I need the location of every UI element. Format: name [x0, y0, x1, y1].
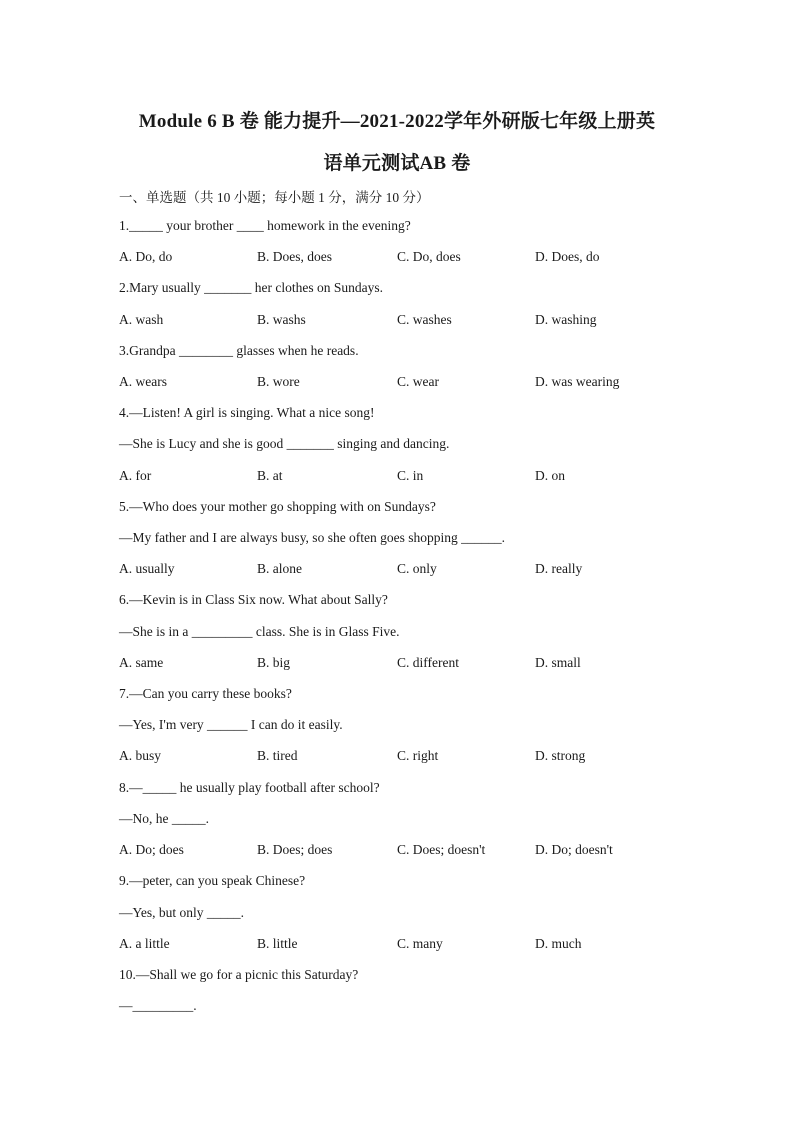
question-1-option-d: D. Does, do	[535, 249, 600, 264]
question-5-options	[119, 561, 719, 579]
question-5-option-c: C. only	[397, 561, 437, 576]
question-9-options	[119, 936, 719, 954]
question-7-response: —Yes, I'm very ______ I can do it easily.	[119, 717, 343, 732]
question-10-response: —_________.	[119, 998, 197, 1013]
question-4-option-c: C. in	[397, 468, 424, 483]
question-3-option-b: B. wore	[257, 374, 300, 389]
question-8-option-b: B. Does; does	[257, 842, 333, 857]
question-2-option-c: C. washes	[397, 312, 452, 327]
question-4-response: —She is Lucy and she is good _______ singing and dancing.	[119, 436, 450, 451]
question-9-stem: 9.—peter, can you speak Chinese?	[119, 873, 306, 888]
question-9-option-d: D. much	[535, 936, 582, 951]
question-9-option-a: A. a little	[119, 936, 170, 951]
question-6-option-d: D. small	[535, 655, 581, 670]
question-2-options	[119, 312, 719, 330]
question-7-option-b: B. tired	[257, 748, 298, 763]
question-5-response: —My father and I are always busy, so she often goes shopping ______.	[119, 530, 506, 545]
question-5-option-d: D. really	[535, 561, 583, 576]
section-heading: 一、单选题（共 10 小题；每小题 1 分，满分 10 分）	[119, 190, 430, 205]
question-10-stem: 10.—Shall we go for a picnic this Saturday?	[119, 967, 359, 982]
question-3-option-c: C. wear	[397, 374, 439, 389]
document-title-line-2: 语单元测试AB 卷	[323, 153, 471, 174]
question-1-options	[119, 249, 719, 267]
question-6-response: —She is in a _________ class. She is in Glass Five.	[119, 624, 400, 639]
question-1-option-c: C. Do, does	[397, 249, 461, 264]
question-5-option-b: B. alone	[257, 561, 302, 576]
question-4-stem: 4.—Listen! A girl is singing. What a nice song!	[119, 405, 375, 420]
question-8-stem: 8.—_____ he usually play football after school?	[119, 780, 380, 795]
question-6-option-c: C. different	[397, 655, 459, 670]
question-4-option-b: B. at	[257, 468, 283, 483]
question-6-option-b: B. big	[257, 655, 291, 670]
question-2-option-b: B. washs	[257, 312, 306, 327]
question-4-option-a: A. for	[119, 468, 152, 483]
question-8-response: —No, he _____.	[119, 811, 209, 826]
question-2-stem: 2.Mary usually _______ her clothes on Sundays.	[119, 280, 383, 295]
question-2-option-a: A. wash	[119, 312, 164, 327]
question-6-option-a: A. same	[119, 655, 164, 670]
question-9-option-b: B. little	[257, 936, 298, 951]
question-3-stem: 3.Grandpa ________ glasses when he reads.	[119, 343, 359, 358]
question-4-option-d: D. on	[535, 468, 565, 483]
document-title-line-1: Module 6 B 卷 能力提升—2021-2022学年外研版七年级上册英	[138, 111, 656, 132]
question-7-option-c: C. right	[397, 748, 439, 763]
question-9-response: —Yes, but only _____.	[119, 905, 245, 920]
question-8-option-a: A. Do; does	[119, 842, 184, 857]
question-3-options	[119, 374, 719, 392]
question-6-stem: 6.—Kevin is in Class Six now. What about Sally?	[119, 592, 388, 607]
question-5-stem: 5.—Who does your mother go shopping with on Sundays?	[119, 499, 436, 514]
question-2-option-d: D. washing	[535, 312, 597, 327]
question-7-option-a: A. busy	[119, 748, 162, 763]
question-7-stem: 7.—Can you carry these books?	[119, 686, 292, 701]
question-3-option-d: D. was wearing	[535, 374, 620, 389]
question-3-option-a: A. wears	[119, 374, 167, 389]
question-5-option-a: A. usually	[119, 561, 175, 576]
question-1-option-b: B. Does, does	[257, 249, 332, 264]
question-7-options	[119, 748, 719, 766]
question-1-stem: 1._____ your brother ____ homework in the evening?	[119, 218, 411, 233]
question-8-options	[119, 842, 719, 860]
question-6-options	[119, 655, 719, 673]
question-1-option-a: A. Do, do	[119, 249, 173, 264]
question-8-option-d: D. Do; doesn't	[535, 842, 613, 857]
question-4-options	[119, 468, 719, 486]
question-8-option-c: C. Does; doesn't	[397, 842, 486, 857]
question-9-option-c: C. many	[397, 936, 443, 951]
question-7-option-d: D. strong	[535, 748, 586, 763]
